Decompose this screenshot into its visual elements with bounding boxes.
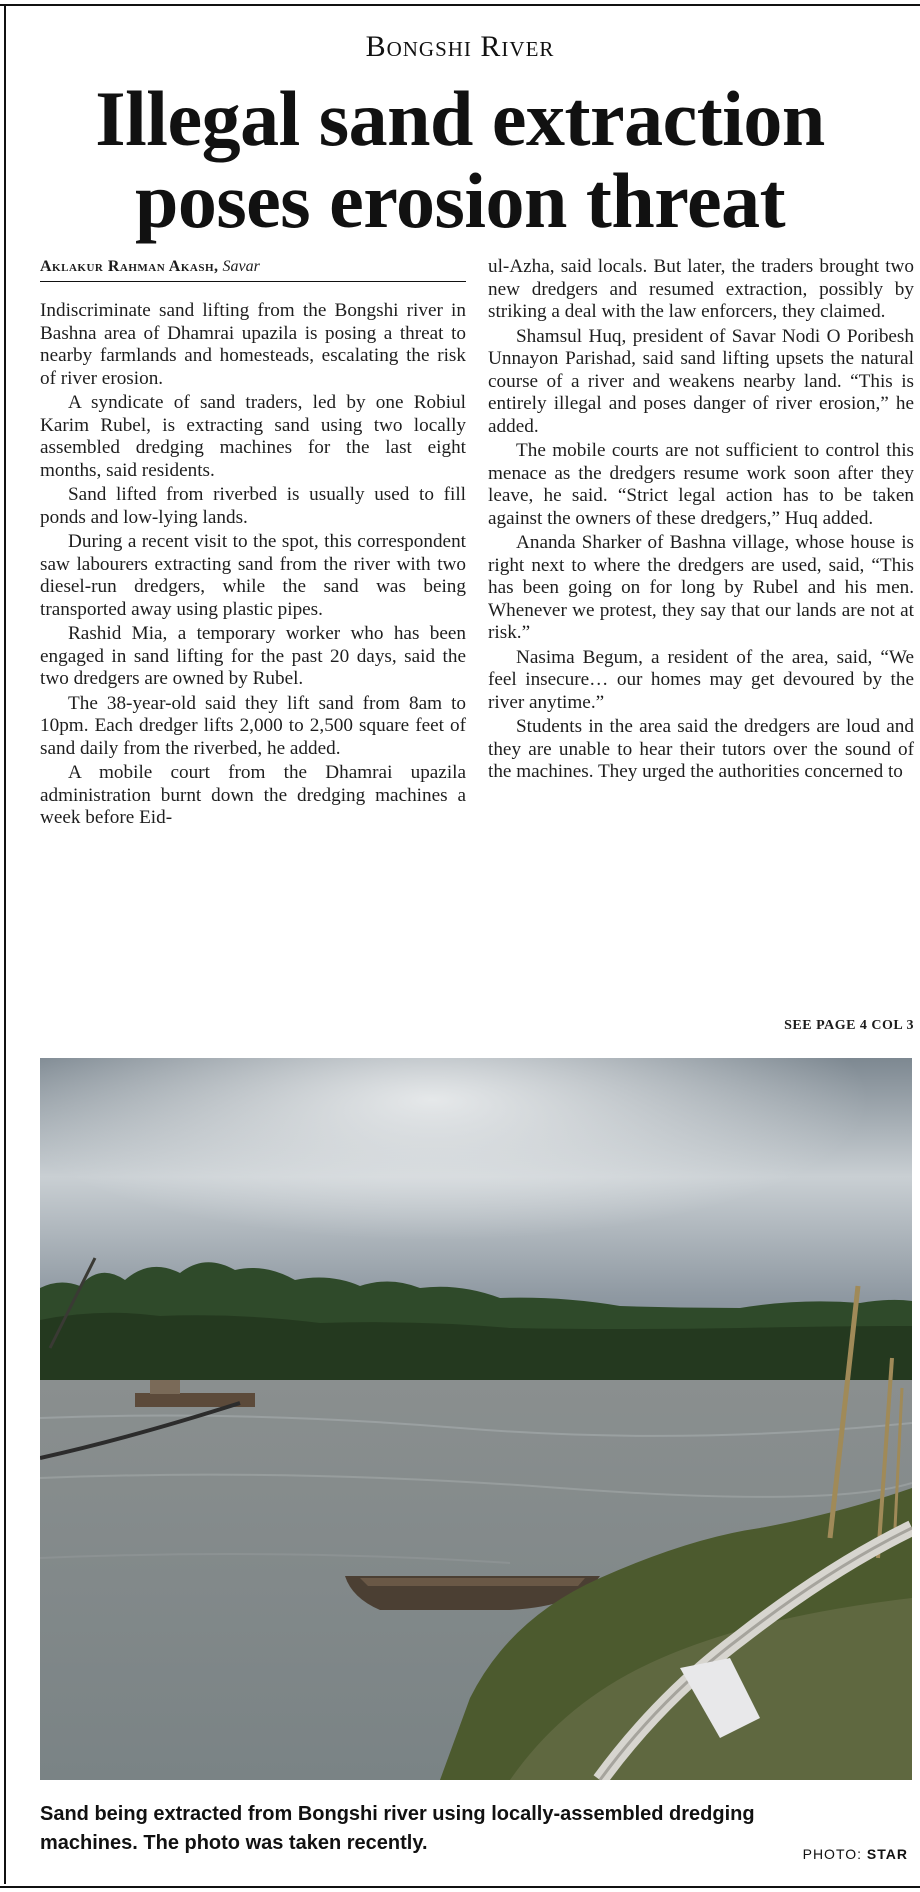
article-column-1: [40, 300, 466, 832]
paragraph: Sand lifted from riverbed is usually used to fill ponds and low-lying lands.: [40, 484, 466, 528]
paragraph: Indiscriminate sand lifting from the Bongshi river in Bashna area of Dhamrai upazila is posing a threat to nearby farmlands and homesteads, escalating the risk of river erosion.: [40, 300, 466, 389]
paragraph: Shamsul Huq, president of Savar Nodi O Poribesh Unnayon Parishad, said sand lifting upsets the natural course of a river and weakens nearby land. “This is entirely illegal and poses danger of river erosion,” he added.: [488, 325, 914, 437]
paragraph: The mobile courts are not sufficient to control this menace as the dredgers resume work soon after they leave, he said. “Strict legal action has to be taken against the owners of these dredgers,” Huq added.: [488, 440, 914, 529]
photo-caption: Sand being extracted from Bongshi river using locally-assembled dredging machines. The photo was taken recently.: [40, 1803, 755, 1854]
photo-credit-source: STAR: [866, 1846, 908, 1862]
article-column-2: [488, 256, 914, 786]
paragraph: Nasima Begum, a resident of the area, said, “We feel insecure… our homes may get devoured by the river anytime.”: [488, 646, 914, 713]
river-photo: [40, 1058, 912, 1780]
left-rule: [4, 4, 6, 1884]
kicker: Bongshi River: [365, 30, 555, 63]
paragraph: The 38-year-old said they lift sand from 8am to 10pm. Each dredger lifts 2,000 to 2,500 square feet of sand daily from the riverbed, he added.: [40, 692, 466, 759]
photo-credit-label: PHOTO:: [802, 1846, 863, 1862]
headline: Illegal sand extraction poses erosion threat: [95, 75, 825, 244]
paragraph: Rashid Mia, a temporary worker who has been engaged in sand lifting for the past 20 days, said the two dredgers are owned by Rubel.: [40, 623, 466, 689]
river-photo-illustration: [40, 1058, 912, 1780]
paragraph: Ananda Sharker of Bashna village, whose house is right next to where the dredgers are used, said, “This has been going on for long by Rubel and his men. Whenever we protest, they say that our lands are not at risk.”: [488, 532, 914, 643]
paragraph: A mobile court from the Dhamrai upazila administration burnt down the dredging machines a week before Eid-: [40, 762, 466, 828]
bottom-rule: [0, 1886, 920, 1888]
byline-author: Aklakur Rahman Akash,: [40, 258, 219, 275]
paragraph: A syndicate of sand traders, led by one Robiul Karim Rubel, is extracting sand using two locally assembled dredging machines for the last eight months, said residents.: [40, 392, 466, 481]
byline: [40, 258, 466, 282]
photo-credit: [803, 1846, 908, 1862]
paragraph: During a recent visit to the spot, this correspondent saw labourers extracting sand from the river with two diesel-run dredgers, while the sand was being transported away using plastic pipes.: [40, 531, 466, 620]
paragraph: ul-Azha, said locals. But later, the traders brought two new dredgers and resumed extraction, possibly by striking a deal with the law enforcers, they claimed.: [488, 256, 914, 322]
byline-location: Savar: [222, 258, 260, 275]
continued-on-page: SEE PAGE 4 COL 3: [784, 1018, 914, 1033]
paragraph: Students in the area said the dredgers are loud and they are unable to hear their tutors over the sound of the machines. They urged the authorities concerned to: [488, 716, 914, 782]
top-rule: [0, 4, 920, 6]
